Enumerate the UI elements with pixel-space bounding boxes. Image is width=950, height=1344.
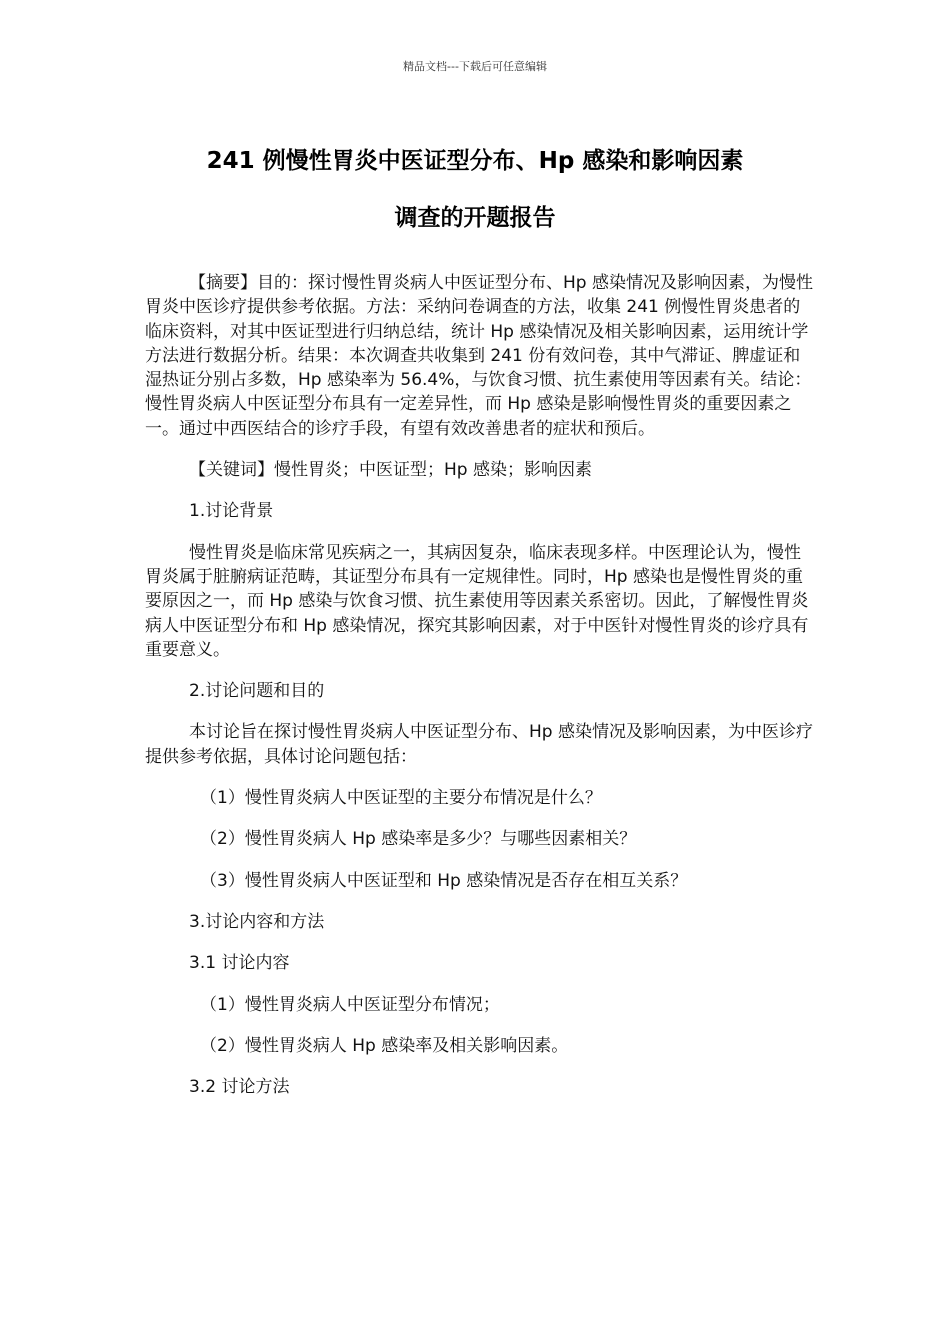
section-2-body: 本讨论旨在探讨慢性胃炎病人中医证型分布、Hp 感染情况及影响因素，为中医诊疗提供参考依据，具体讨论问题包括： [145, 722, 813, 767]
question-item-3: （3）慢性胃炎病人中医证型和 Hp 感染情况是否存在相互关系？ [200, 870, 688, 891]
document-title-line-1: 241 例慢性胃炎中医证型分布、Hp 感染和影响因素 [206, 148, 744, 174]
section-3-heading: 3.讨论内容和方法 [189, 911, 325, 932]
section-2-heading: 2.讨论问题和目的 [189, 681, 325, 702]
section-3-2-heading: 3.2 讨论方法 [189, 1077, 290, 1098]
question-item-2: （2）慢性胃炎病人 Hp 感染率是多少？与哪些因素相关？ [200, 829, 637, 850]
document-title-line-2: 调查的开题报告 [394, 205, 556, 231]
abstract-paragraph: 【摘要】目的：探讨慢性胃炎病人中医证型分布、Hp 感染情况及影响因素，为慢性胃炎中医诊疗提供参考依据。方法：采纳问卷调查的方法，收集 241 例慢性胃炎患者的临床资料，对其中医证型进行归纳总结，统计 Hp 感染情况及相关影响因素，运用统计学方法进行数据分析。结果：本次调查共收集到 241 份有效问卷，其中气滞证、脾虚证和湿热证分别占多数，Hp 感染率为 56.4%，与饮食习惯、抗生素使用等因素有关。结论：慢性胃炎病人中医证型分布具有一定差异性，而 Hp 感染是影响慢性胃炎的重要因素之一。通过中西医结合的诊疗手段，有望有效改善患者的症状和预后。 [145, 273, 813, 439]
question-item-1: （1）慢性胃炎病人中医证型的主要分布情况是什么？ [200, 788, 602, 809]
section-1-heading: 1.讨论背景 [189, 501, 274, 522]
header-note: 精品文档---下载后可任意编辑 [403, 60, 547, 73]
content-item-2: （2）慢性胃炎病人 Hp 感染率及相关影响因素。 [200, 1035, 569, 1056]
content-item-1: （1）慢性胃炎病人中医证型分布情况； [200, 994, 500, 1015]
section-1-body: 慢性胃炎是临床常见疾病之一，其病因复杂，临床表现多样。中医理论认为，慢性胃炎属于脏腑病证范畴，其证型分布具有一定规律性。同时，Hp 感染也是慢性胃炎的重要原因之一，而 Hp 感染与饮食习惯、抗生素使用等因素关系密切。因此，了解慢性胃炎病人中医证型分布和 Hp 感染情况，探究其影响因素，对于中医针对慢性胃炎的诊疗具有重要意义。 [145, 542, 809, 660]
keywords-paragraph: 【关键词】慢性胃炎；中医证型；Hp 感染；影响因素 [189, 460, 592, 481]
section-3-1-heading: 3.1 讨论内容 [189, 953, 290, 974]
document-body [145, 271, 813, 1116]
